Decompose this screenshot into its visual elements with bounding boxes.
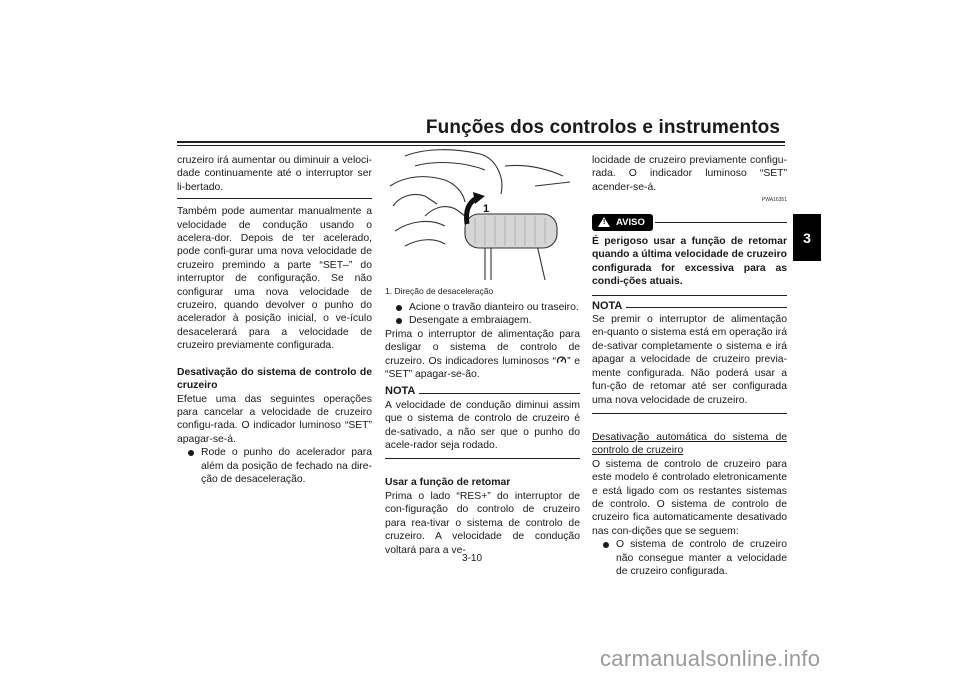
list-item: Desengate a embraiagem.: [385, 314, 580, 327]
nota-text: A velocidade de condução diminui assim que o sistema de controlo de cruzeiro é de-sativado, a não ser que o punho do acele-rador seja rodado.: [385, 399, 580, 452]
aviso-text: É perigoso usar a função de retomar quando a última velocidade de cruzeiro configurada for excessiva para as condi-ções atuais.: [592, 236, 787, 288]
paragraph: Prima o lado “RES+” do interruptor de con-figuração do controlo de cruzeiro para rea-tivar o sistema de controlo de cruzeiro. A velocidade de condução voltará para a ve-: [385, 490, 580, 556]
section-heading: Desativação do sistema de controlo de cruzeiro: [177, 366, 372, 392]
divider: [592, 413, 787, 414]
nota-header: [592, 300, 787, 313]
nota-label: NOTA: [592, 299, 623, 312]
throttle-grip-illustration: [385, 146, 577, 280]
header-rule: [177, 141, 785, 143]
paragraph: Prima o interruptor de alimentação para desligar o sistema de controlo de cruzeiro. Os indicadores luminosos “ ” e “SET” apagar-se-ão.: [385, 328, 580, 381]
column-1: [177, 154, 372, 486]
page-number: 3-10: [462, 553, 483, 564]
section-tab: 3: [793, 214, 821, 261]
list-item: Rode o punho do acelerador para além da posição de fechado na dire-ção de desaceleração.: [177, 446, 372, 486]
page-title: Funções dos controlos e instrumentos: [425, 117, 780, 138]
divider: [592, 295, 787, 296]
nota-label: NOTA: [385, 385, 416, 398]
paragraph: O sistema de controlo de cruzeiro para este modelo é controlado eletronicamente e está ligado com os restantes sistemas de controlo. O sistema de controlo de cruzeiro fica automaticamente desativado nas con-dições que se seguem:: [592, 458, 787, 537]
handlebar-image: [385, 146, 577, 280]
warning-triangle-icon: !: [598, 217, 610, 227]
cruise-control-indicator-icon: [556, 355, 567, 366]
aviso-header: [592, 214, 787, 231]
figure-caption: 1. Direção de desaceleração: [385, 286, 494, 296]
paragraph: cruzeiro irá aumentar ou diminuir a veloci-dade continuamente até o interruptor ser li-bertado.: [177, 155, 372, 193]
aviso-badge: ! AVISO: [592, 214, 653, 231]
warning-code: PWA16351: [761, 197, 787, 204]
subsection-heading: Desativação automática do sistema de controlo de cruzeiro: [592, 431, 787, 457]
column-3: [592, 154, 787, 578]
nota-header: [385, 385, 580, 398]
figure-callout-1: 1: [483, 203, 490, 215]
paragraph: Também pode aumentar manualmente a velocidade de condução usando o acelera-dor. Depois de ter acelerado, pode confi-gurar uma nova velocidade de cruzeiro premindo a parte “SET–” do interruptor de configuração. Se não configurar uma nova velocidade de cruzeiro, quando devolver o punho do acelerador à posição inicial, o ve-ículo desacelerará para a velocidade de cruzeiro previamente configurada.: [177, 206, 372, 352]
section-heading: Usar a função de retomar: [385, 477, 511, 489]
paragraph: Efetue uma das seguintes operações para cancelar a velocidade de cruzeiro configu-rada. O indicador luminoso “SET” apagar-se-á.: [177, 393, 372, 445]
list-item: O sistema de controlo de cruzeiro não consegue manter a velocidade de cruzeiro configurada.: [592, 538, 787, 578]
column-2: [385, 301, 580, 557]
divider: [177, 198, 372, 199]
nota-text: Se premir o interruptor de alimentação en-quanto o sistema está em operação irá de-sativar completamente o sistema e irá apagar a velocidade de cruzeiro previa-mente configurada. Não poderá usar a fun-ção de retomar até ser configurada uma nova velocidade de cruzeiro.: [592, 314, 787, 406]
watermark: carmanualsonline.info: [600, 646, 821, 671]
divider: [385, 458, 580, 459]
paragraph: locidade de cruzeiro previamente configu-rada. O indicador luminoso “SET” acender-se-á.: [592, 155, 787, 193]
list-item: Acione o travão dianteiro ou traseiro.: [385, 301, 580, 314]
